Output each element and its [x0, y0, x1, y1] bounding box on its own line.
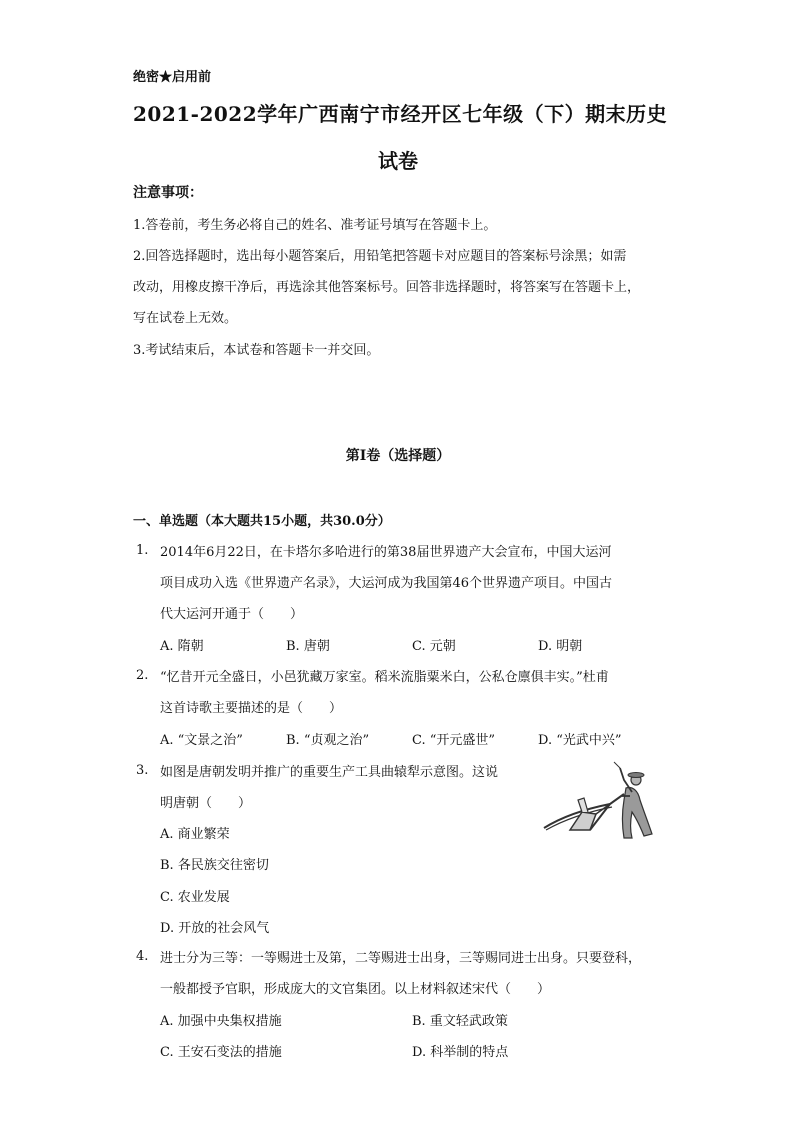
- question-4-option-d[interactable]: D. 科举制的特点: [412, 1045, 509, 1060]
- question-3-line1: 如图是唐朝发明并推广的重要生产工具曲辕犁示意图。这说: [160, 765, 499, 780]
- question-1-line2: 项目成功入选《世界遗产名录》，大运河成为我国第46个世界遗产项目。中国古: [160, 576, 613, 591]
- question-2-option-b[interactable]: B. “贞观之治”: [286, 733, 370, 748]
- exam-title-line2: 试卷: [378, 149, 418, 173]
- question-4-line1: 进士分为三等：一等赐进士及第，二等赐进士出身，三等赐同进士出身。只要登科，: [160, 951, 642, 966]
- question-2-line2: 这首诗歌主要描述的是（ ）: [160, 701, 343, 716]
- notice-item-2-line1: 2.回答选择题时，选出每小题答案后，用铅笔把答题卡对应题目的答案标号涂黑；如需: [133, 249, 627, 264]
- question-2-option-a[interactable]: A. “文景之治”: [160, 733, 243, 748]
- question-3-option-b[interactable]: B. 各民族交往密切: [160, 858, 269, 873]
- question-1-option-a[interactable]: A. 隋朝: [160, 639, 204, 654]
- question-2-number: 2.: [136, 668, 149, 683]
- part-title: 一、单选题（本大题共15小题，共30.0分）: [133, 514, 391, 529]
- question-2-option-d[interactable]: D. “光武中兴”: [538, 733, 622, 748]
- question-2-line1: “忆昔开元全盛日，小邑犹藏万家室。稻米流脂粟米白，公私仓廪俱丰实。”杜甫: [160, 670, 609, 685]
- question-1-number: 1.: [136, 543, 149, 558]
- question-1-option-d[interactable]: D. 明朝: [538, 639, 583, 654]
- question-1-option-c[interactable]: C. 元朝: [412, 639, 456, 654]
- question-1-line1: 2014年6月22日，在卡塔尔多哈进行的第38届世界遗产大会宣布，中国大运河: [160, 545, 612, 560]
- question-4-option-c[interactable]: C. 王安石变法的措施: [160, 1045, 282, 1060]
- notice-item-3: 3.考试结束后，本试卷和答题卡一并交回。: [133, 343, 380, 358]
- question-4-option-b[interactable]: B. 重文轻武政策: [412, 1014, 508, 1029]
- question-4-number: 4.: [136, 949, 149, 964]
- question-3-option-c[interactable]: C. 农业发展: [160, 890, 230, 905]
- curved-plough-illustration: [540, 760, 670, 840]
- question-3-option-a[interactable]: A. 商业繁荣: [160, 827, 230, 842]
- section-title: 第I卷（选择题）: [345, 448, 451, 464]
- question-4-line2: 一般都授予官职，形成庞大的文官集团。以上材料叙述宋代（ ）: [160, 982, 551, 997]
- notice-item-2-line3: 写在试卷上无效。: [133, 311, 238, 326]
- notice-heading: 注意事项：: [133, 185, 203, 201]
- secret-label: 绝密★启用前: [133, 70, 212, 85]
- notice-item-1: 1.答卷前，考生务必将自己的姓名、准考证号填写在答题卡上。: [133, 218, 497, 233]
- question-4-option-a[interactable]: A. 加强中央集权措施: [160, 1014, 282, 1029]
- question-3-option-d[interactable]: D. 开放的社会风气: [160, 921, 270, 936]
- question-1-option-b[interactable]: B. 唐朝: [286, 639, 330, 654]
- question-3-line2: 明唐朝（ ）: [160, 796, 252, 811]
- exam-title-line1: 2021-2022学年广西南宁市经开区七年级（下）期末历史: [133, 102, 668, 126]
- notice-item-2-line2: 改动，用橡皮擦干净后，再选涂其他答案标号。回答非选择题时，将答案写在答题卡上，: [133, 280, 641, 295]
- question-1-line3: 代大运河开通于（ ）: [160, 607, 304, 622]
- question-2-option-c[interactable]: C. “开元盛世”: [412, 733, 496, 748]
- question-3-number: 3.: [136, 763, 149, 778]
